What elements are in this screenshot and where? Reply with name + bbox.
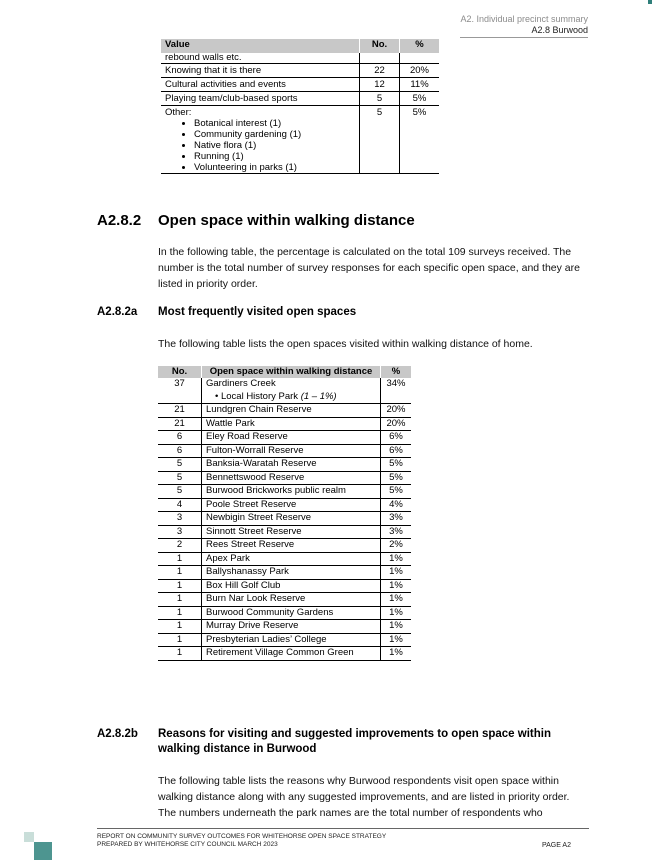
- col-value: Value: [161, 39, 360, 53]
- table-row: [158, 458, 411, 472]
- cell-no: 1: [158, 593, 202, 607]
- cell-pct: 20%: [381, 417, 412, 431]
- cell-open-space: Eley Road Reserve: [202, 431, 381, 445]
- cell-pct: 1%: [381, 579, 412, 593]
- sub-item-name: • Local History Park: [215, 390, 299, 402]
- list-item: • Native flora (1): [194, 140, 355, 151]
- cell-open-space: Lundgren Chain Reserve: [202, 404, 381, 418]
- table-row: [161, 92, 439, 106]
- cell-no: 22: [360, 64, 400, 78]
- open-space-name: Gardiners Creek: [206, 378, 276, 389]
- cell-pct: 34%: [386, 378, 406, 389]
- section-number: A2.8.2: [97, 212, 142, 229]
- cell-no: 5: [158, 471, 202, 485]
- table-row: [158, 404, 411, 418]
- cell-pct: 11%: [400, 78, 440, 92]
- cell-no: 6: [158, 431, 202, 445]
- table-row: [158, 593, 411, 607]
- section-title: Open space within walking distance: [158, 212, 415, 229]
- table-row: [158, 417, 411, 431]
- cell-pct: 5%: [381, 458, 412, 472]
- subsection-a-heading: [97, 305, 578, 320]
- list-item: • Running (1): [194, 151, 355, 162]
- cell-value: Playing team/club-based sports: [161, 92, 360, 106]
- table-row: [158, 525, 411, 539]
- cell-open-space: Presbyterian Ladies’ College: [202, 633, 381, 647]
- table-row: [158, 539, 411, 553]
- footer-decoration-light: [24, 832, 34, 842]
- list-item: • Volunteering in parks (1): [194, 162, 355, 173]
- cell-open-space: Box Hill Golf Club: [202, 579, 381, 593]
- cell-open-space: [202, 378, 381, 404]
- subsection-b-heading: [97, 727, 578, 757]
- cell-no: 5: [158, 458, 202, 472]
- list-item: • Botanical interest (1): [194, 118, 355, 129]
- subsection-b-number: A2.8.2b: [97, 728, 138, 740]
- section-heading: [97, 212, 415, 229]
- table-row: [158, 620, 411, 634]
- table-row: [158, 378, 411, 404]
- cell-pct: 6%: [381, 431, 412, 445]
- cell-open-space: Sinnott Street Reserve: [202, 525, 381, 539]
- cell-pct: 2%: [381, 539, 412, 553]
- cell-no: 5: [360, 92, 400, 106]
- table-row: [158, 647, 411, 661]
- cell-open-space: Retirement Village Common Green: [202, 647, 381, 661]
- cell-no: 21: [158, 404, 202, 418]
- cell-pct: 5%: [381, 485, 412, 499]
- values-table: [161, 39, 439, 174]
- cell-pct: [400, 53, 440, 64]
- cell-open-space: Wattle Park: [202, 417, 381, 431]
- table-row: [161, 53, 439, 64]
- cell-open-space: Banksia-Waratah Reserve: [202, 458, 381, 472]
- cell-no: 6: [158, 444, 202, 458]
- col-open-space: Open space within walking distance: [202, 366, 381, 378]
- section-intro: In the following table, the percentage is calculated on the total 109 surveys received. The number is the total number of survey responses for each specific open space, and they are listed in priority order.: [158, 246, 580, 290]
- cell-value: Knowing that it is there: [161, 64, 360, 78]
- cell-value: Cultural activities and events: [161, 78, 360, 92]
- table-row: [158, 444, 411, 458]
- cell-pct: 1%: [381, 620, 412, 634]
- col-pct: %: [381, 366, 412, 378]
- open-space-table: [158, 366, 411, 661]
- cell-open-space: Rees Street Reserve: [202, 539, 381, 553]
- page-number: PAGE A2: [541, 842, 571, 849]
- cell-no: 4: [158, 498, 202, 512]
- table-row: [158, 633, 411, 647]
- cell-open-space: Burn Nar Look Reserve: [202, 593, 381, 607]
- footer-decoration-dark: [34, 842, 52, 860]
- cell-no: 12: [360, 78, 400, 92]
- cell-pct: 6%: [381, 444, 412, 458]
- col-pct: %: [400, 39, 440, 53]
- cell-no: 5: [158, 485, 202, 499]
- other-list: [165, 118, 355, 173]
- subsection-a-number: A2.8.2a: [97, 306, 138, 318]
- cell-pct: 1%: [381, 593, 412, 607]
- cell-no: 1: [158, 566, 202, 580]
- cell-open-space: Burwood Community Gardens: [202, 606, 381, 620]
- table-row: [158, 431, 411, 445]
- cell-no: 3: [158, 525, 202, 539]
- cell-no: 2: [158, 539, 202, 553]
- page-footer: [97, 828, 589, 849]
- subsection-b-intro: The following table lists the reasons why Burwood respondents visit open space within walking distance along with any suggested improvements, and are listed in priority order. The numbers underneath the park names are the total number of respondents who: [158, 775, 570, 819]
- cell-value: [161, 106, 360, 174]
- cell-open-space: Ballyshanassy Park: [202, 566, 381, 580]
- cell-pct: 1%: [381, 633, 412, 647]
- subsection-a-intro: The following table lists the open spaces visited within walking distance of home.: [158, 338, 533, 350]
- col-no: No.: [360, 39, 400, 53]
- other-label: Other:: [165, 107, 192, 118]
- cell-pct: 3%: [381, 512, 412, 526]
- sub-item: [206, 391, 376, 404]
- cell-open-space: Bennettswood Reserve: [202, 471, 381, 485]
- cell-no: 1: [158, 579, 202, 593]
- cell-open-space: Murray Drive Reserve: [202, 620, 381, 634]
- subsection-a-title: Most frequently visited open spaces: [158, 306, 357, 318]
- cell-no: 3: [158, 512, 202, 526]
- values-table-header: [161, 39, 439, 53]
- cell-pct: 20%: [400, 64, 440, 78]
- table-row: [158, 579, 411, 593]
- cell-no: 1: [158, 606, 202, 620]
- footer-line-2: PREPARED BY WHITEHORSE CITY COUNCIL MARCH 2023: [97, 841, 278, 848]
- cell-pct: 1%: [381, 552, 412, 566]
- cell-open-space: Burwood Brickworks public realm: [202, 485, 381, 499]
- subsection-b-title: Reasons for visiting and suggested improvements to open space within walking distance in Burwood: [158, 728, 551, 755]
- cell-pct: 5%: [381, 471, 412, 485]
- table-row: [158, 498, 411, 512]
- sub-item-count: (1 – 1%): [300, 390, 337, 402]
- corner-mark: [648, 0, 652, 4]
- header-section: A2. Individual precinct summary: [460, 14, 588, 24]
- cell-no: [360, 53, 400, 64]
- cell-no: 37: [158, 378, 202, 404]
- list-item: • Community gardening (1): [194, 129, 355, 140]
- cell-open-space: Fulton-Worrall Reserve: [202, 444, 381, 458]
- cell-open-space: Poole Street Reserve: [202, 498, 381, 512]
- col-no: No.: [158, 366, 202, 378]
- cell-pct: 1%: [381, 647, 412, 661]
- table-row-other: [161, 106, 439, 174]
- cell-open-space: Newbigin Street Reserve: [202, 512, 381, 526]
- table-row: [158, 512, 411, 526]
- cell-pct: 1%: [381, 606, 412, 620]
- cell-pct: 1%: [381, 566, 412, 580]
- cell-pct: 5%: [400, 92, 440, 106]
- cell-pct: 20%: [381, 404, 412, 418]
- footer-line-1: REPORT ON COMMUNITY SURVEY OUTCOMES FOR WHITEHORSE OPEN SPACE STRATEGY: [97, 833, 387, 840]
- table-row: [161, 64, 439, 78]
- table-row: [158, 552, 411, 566]
- table-row: [158, 566, 411, 580]
- running-header: [460, 14, 588, 38]
- cell-no: 5: [360, 106, 400, 174]
- cell-pct: 4%: [381, 498, 412, 512]
- table-row: [158, 606, 411, 620]
- table-row: [158, 471, 411, 485]
- cell-no: 1: [158, 552, 202, 566]
- open-space-table-header: [158, 366, 411, 378]
- cell-no: 1: [158, 633, 202, 647]
- table-row: [158, 485, 411, 499]
- cell-no: 1: [158, 620, 202, 634]
- cell-pct: 3%: [381, 525, 412, 539]
- cell-no: 21: [158, 417, 202, 431]
- cell-pct: 5%: [400, 106, 440, 174]
- cell-value: rebound walls etc.: [161, 53, 360, 64]
- cell-open-space: Apex Park: [202, 552, 381, 566]
- table-row: [161, 78, 439, 92]
- header-subsection: A2.8 Burwood: [460, 25, 588, 38]
- cell-no: 1: [158, 647, 202, 661]
